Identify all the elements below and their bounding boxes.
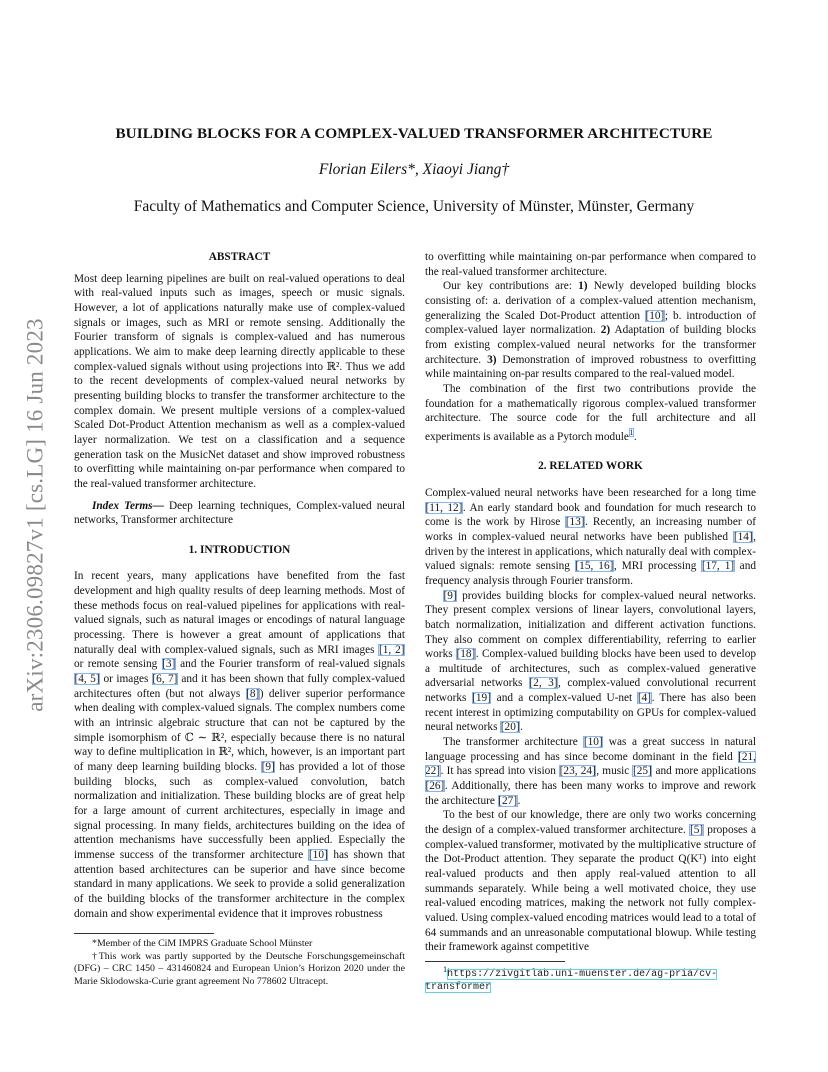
rw-text: was a great success in natural language processing and has since become dominant in the field	[425, 736, 756, 763]
intro-text: or images	[100, 673, 152, 686]
rw-text: , driven by the interest in applications, which naturally deal with complex-valued signals: remote sensing	[425, 530, 756, 573]
footnote-link[interactable]: 1	[629, 427, 634, 437]
intro-text: and the Fourier transform of real-valued signals	[175, 658, 406, 671]
contributions-paragraph	[425, 279, 756, 382]
rw-text: , music	[596, 765, 633, 778]
footnote-rule	[74, 933, 214, 934]
citation-link[interactable]: [17, 1]	[701, 560, 735, 573]
rw-text: , MRI processing	[613, 560, 702, 573]
abstract-heading: ABSTRACT	[208, 251, 271, 263]
contrib-text: Adaptation of building blocks from existing complex-valued neural networks for the transformer architecture.	[425, 324, 757, 366]
source-text: .	[633, 430, 637, 443]
citation-link[interactable]: [21, 22]	[425, 750, 756, 778]
source-code-url-link[interactable]: https://zivgitlab.uni-muenster.de/ag-pria/cv-transformer	[425, 969, 718, 994]
related-work-paragraph-1	[425, 486, 756, 589]
contrib-text: Our key contributions are:	[443, 280, 579, 293]
citation-link[interactable]: [1, 2]	[378, 643, 405, 656]
arxiv-identifier-stamp	[22, 290, 50, 740]
intro-paragraph	[74, 569, 405, 921]
rw-text: .	[517, 794, 521, 807]
contrib-number: 2)	[600, 324, 611, 337]
citation-link[interactable]: [9]	[261, 761, 275, 773]
rw-text: and more applications	[652, 765, 756, 778]
rw-text: , complex-valued convolutional recurrent networks	[425, 677, 756, 705]
citation-link[interactable]: [4]	[637, 692, 652, 705]
paper-affiliation: Faculty of Mathematics and Computer Science, University of Münster, Münster, Germany	[133, 198, 695, 215]
footnote-3-mark: 1	[443, 964, 448, 974]
citation-link[interactable]: [26]	[425, 780, 445, 793]
intro-text: has provided a lot of those building blocks, such as complex-valued convolution, batch normalization and initialization. These building blocks are of great help for a large amount of current architectures, especially in image and signal processing. In many fields, architectures building on the idea of attention mechanisms have successfully been applied. Especially the immense success of the transformer architecture	[74, 761, 405, 861]
citation-link[interactable]: [10]	[583, 736, 603, 749]
intro-text: has shown that attention based architectures can be superior and have since become standard in many applications. We seek to provide a solid generalization of the building blocks of the transformer architecture in the complex domain and show experimental evidence that it improves robustness	[74, 848, 405, 920]
citation-link[interactable]: [9]	[443, 589, 457, 602]
contrib-text: Demonstration of improved robustness to overfitting while maintaining on-par results compared to the real-valued model.	[425, 353, 756, 381]
related-work-heading: 2. RELATED WORK	[538, 460, 643, 473]
citation-link[interactable]: [6, 7]	[152, 673, 178, 686]
intro-text: or remote sensing	[74, 658, 162, 671]
rw-text: To the best of our knowledge, there are only two works concerning the design of a complex-valued transformer architecture.	[425, 809, 756, 837]
citation-link[interactable]: [15, 16]	[575, 560, 614, 573]
rw-text: . It has spread into vision	[440, 765, 560, 778]
index-terms-label: Index Terms—	[92, 499, 164, 512]
contrib-text: Newly developed building blocks consisting of: a. derivation of a complex-valued attention mechanism, generalizing the Scaled Dot-Product attention	[425, 280, 756, 322]
intro-heading: 1. INTRODUCTION	[188, 543, 291, 556]
related-work-paragraph-4	[425, 808, 756, 955]
rw-text: and frequency analysis through Fourier transform.	[425, 560, 756, 587]
citation-link[interactable]: [23, 24]	[559, 765, 596, 778]
source-code-paragraph	[425, 382, 756, 444]
citation-link[interactable]: [2, 3]	[529, 677, 558, 690]
contrib-text: ; b. introduction of complex-valued layer normalization.	[425, 309, 756, 337]
rw-text: provides building blocks for complex-valued neural networks. They present complex versions of linear layers, convolutional layers, batch normalization, initialization and different activation functions. They also comment on complex differentiability, referring to earlier works	[425, 589, 756, 661]
citation-link[interactable]: [13]	[565, 516, 585, 529]
citation-link[interactable]: [10]	[308, 848, 328, 861]
citation-link[interactable]: [19]	[472, 692, 491, 705]
related-work-paragraph-2	[425, 589, 756, 736]
footnote-rule	[425, 961, 565, 962]
related-work-paragraph-3	[425, 735, 756, 808]
contrib-number: 1)	[578, 280, 588, 293]
intro-text: ) deliver superior performance when dealing with complex-valued signals. The complex numbers come with an intrinsic algebraic structure that can not be captured by the simple isomorphism of ℂ ∼ ℝ², especially because there is no natural way to define multiplication in ℝ², which, however, is an important part of many deep learning building blocks.	[74, 687, 405, 773]
arxiv-identifier-text: arXiv:2306.09827v1 [cs.LG] 16 Jun 2023	[23, 318, 49, 712]
citation-link[interactable]: [10]	[645, 309, 665, 322]
contrib-number: 3)	[487, 353, 497, 366]
citation-link[interactable]: [20]	[500, 721, 520, 734]
footnote-2: †This work was partly supported by the Deutsche Forschungsgemeinschaft (DFG) – CRC 1450 – 431460824 and European Union’s Horizon 2020 under the Marie Sklodowska-Curie grant agreement No 778602 Ultracept.	[74, 950, 405, 987]
footnote-1: *Member of the CiM IMPRS Graduate School Münster	[92, 938, 313, 950]
citation-link[interactable]: [11, 12]	[425, 501, 463, 514]
rw-text: proposes a complex-valued transformer, motivated by the multiplicative structure of the Dot-Product attention. They separate the product Q(Kᵀ) into eight real-valued products and then apply real-valued attention to all summands separately. While being a well motivated choice, they use real-valued encoding matrices, making the network not fully complex-valued. Using complex-valued encoding matrices would lead to a total of 64 summands and an unreasonable computational blowup. While testing their framework against competitive	[425, 824, 756, 954]
citation-link[interactable]: [3]	[162, 658, 176, 671]
rw-text: The transformer architecture	[443, 736, 584, 749]
left-column	[74, 250, 405, 989]
citation-link[interactable]: [5]	[689, 824, 704, 837]
citation-link[interactable]: [4, 5]	[74, 673, 100, 686]
citation-link[interactable]: [8]	[246, 687, 260, 700]
citation-link[interactable]: [25]	[632, 765, 652, 778]
right-column	[425, 250, 756, 994]
rw-text: . There has also been recent interest in optimizing computability on GPUs for complex-valued neural networks	[425, 692, 756, 734]
intro-text: In recent years, many applications have benefited from the fast development and high quality results of deep learning methods. Most of these methods focus on real-valued pipelines for applications with real-valued signals, such as natural images or encodings of natural language processing. There is however a great amount of applications that naturally deal with complex-valued signals, such as MRI images	[74, 570, 405, 656]
index-terms	[74, 499, 405, 528]
paper-title: BUILDING BLOCKS FOR A COMPLEX-VALUED TRANSFORMER ARCHITECTURE	[115, 125, 713, 142]
paper-authors: Florian Eilers*, Xiaoyi Jiang†	[318, 161, 510, 178]
index-terms-text: Deep learning techniques, Complex-valued neural networks, Transformer architecture	[74, 499, 405, 527]
rw-text: Complex-valued neural networks have been researched for a long time	[425, 486, 756, 499]
rw-text: . Recently, an increasing number of works in complex-valued neural networks have been published	[425, 516, 756, 543]
intro-text: and it has been shown that fully complex-valued architectures often (but not always	[74, 673, 405, 700]
rw-text: and a complex-valued U-net	[491, 692, 638, 705]
citation-link[interactable]: [18]	[456, 648, 476, 661]
rw-text: . Complex-valued building blocks have been used to develop a multitude of architectures, such as complex-valued generative adversarial networks	[425, 648, 756, 690]
abstract-text: Most deep learning pipelines are built on real-valued operations to deal with real-valued inputs such as images, speech or music signals. However, a lot of applications naturally make use of complex-valued signals or images, such as MRI or remote sensing. Additionally the Fourier transform of signals is complex-valued and has numerous applications. We aim to make deep learning directly applicable to these complex-valued signals without using projections into ℝ². Thus we add to the recent developments of complex-valued neural networks by presenting building blocks to transfer the transformer architecture to the complex domain. We present multiple versions of a complex-valued Scaled Dot-Product Attention mechanism as well as a complex-valued layer normalization. We test on a classification and a sequence generation task on the MusicNet dataset and show improved robustness to overfitting while maintaining on-par performance when compared to the real-valued transformer architecture.	[74, 272, 405, 490]
rw-text: .	[520, 721, 523, 734]
rw-text: . Additionally, there has been many works to improve and rework the architecture	[425, 780, 756, 807]
footnote-3	[425, 964, 756, 994]
rw-text: . An early standard book and foundation for much research to come is the work by Hirose	[425, 501, 756, 529]
source-text: The combination of the first two contributions provide the foundation for a mathematically rigorous complex-valued transformer architecture. The source code for the full architecture and all experiments is available as a Pytorch module	[425, 382, 756, 443]
citation-link[interactable]: [27]	[498, 794, 518, 807]
citation-link[interactable]: [14]	[733, 530, 753, 543]
intro-continued: to overfitting while maintaining on-par performance when compared to the real-valued transformer architecture.	[425, 251, 756, 278]
